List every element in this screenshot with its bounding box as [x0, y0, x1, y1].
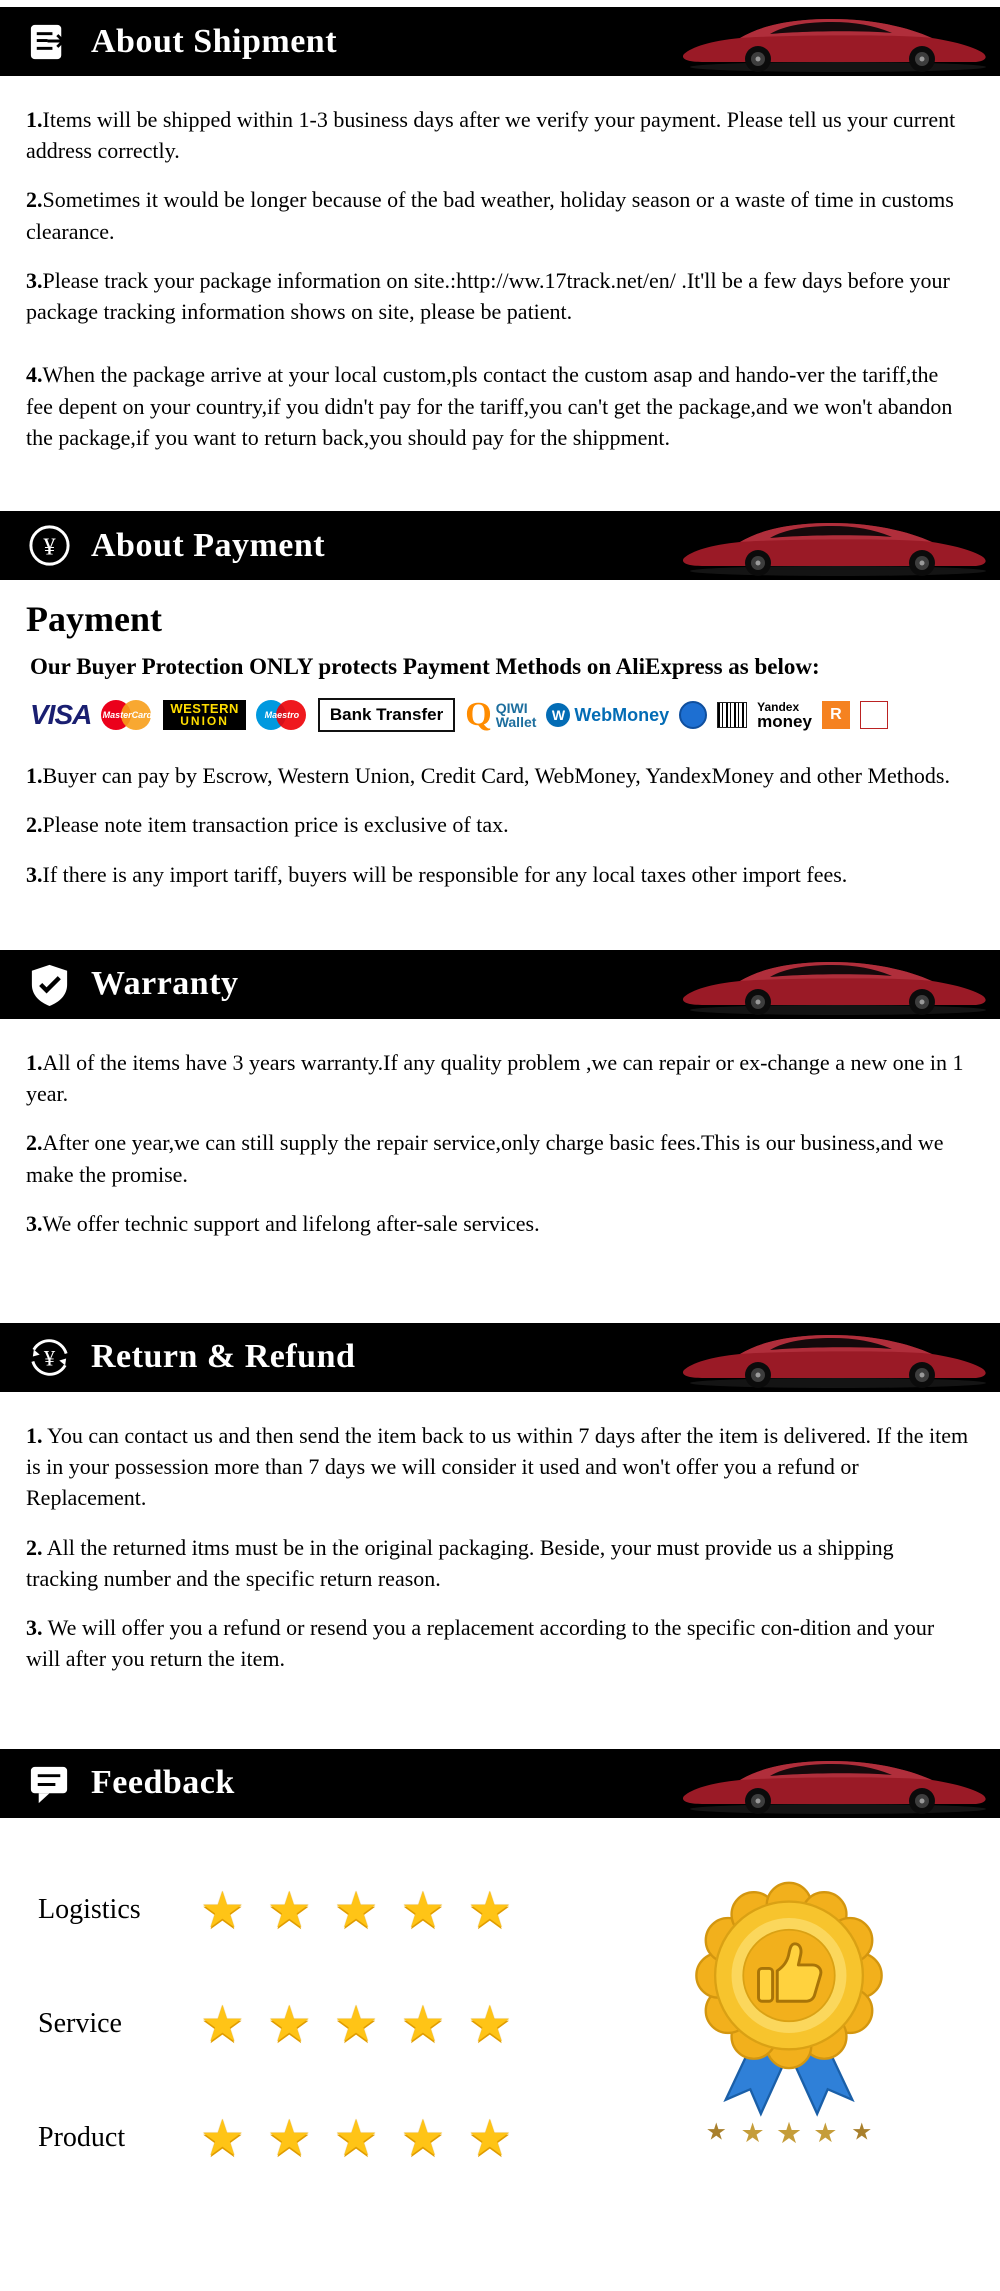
section-payment: [0, 511, 1000, 950]
item-text: You can contact us and then send the item back to us within 7 days after the item is delivered. If the item is in your possession more than 7 days we will consider it used and won't offer you a refund or Replacement.: [26, 1422, 969, 1511]
payment-content: [0, 598, 1000, 890]
payment-paragraph: [26, 809, 970, 840]
payment-paragraph: [26, 760, 970, 791]
red-square-payment-logo: [860, 701, 888, 729]
item-text: When the package arrive at your local custom,pls contact the custom asap and hando-ver the tariff,the fee depent on your country,if you didn't pay for the tariff,you can't get the package,and we won't abandon the package,if you want to return back,you should pay for the shippment.: [26, 362, 953, 450]
red-car-image: [670, 1750, 1000, 1816]
feedback-label: Product: [38, 2121, 126, 2153]
shipment-document-icon: [26, 18, 73, 65]
yen-coin-icon: [26, 522, 73, 569]
feedback-header-bar: [0, 1749, 1000, 1818]
item-number: 1.: [26, 1049, 43, 1075]
qiwi-wallet-logo: [465, 695, 537, 733]
bank-transfer-logo: Bank Transfer: [318, 698, 455, 732]
payment-logos-row: [30, 696, 1000, 734]
warranty-header-bar: [0, 950, 1000, 1019]
warranty-paragraph: [26, 1208, 970, 1239]
qiwi-line2: Wallet: [495, 714, 537, 731]
blue-circle-payment-logo: [679, 701, 707, 729]
star-icon: [400, 1885, 445, 1935]
visa-logo: VISA: [30, 699, 92, 731]
feedback-label: Service: [38, 2007, 122, 2039]
return-paragraph: [26, 1420, 970, 1514]
item-text: All the returned itms must be in the original packaging. Beside, your must provide us a shipping tracking number and the specific return reason.: [26, 1534, 894, 1591]
star-icon: [334, 2113, 379, 2163]
yandex-money-logo: [757, 701, 812, 730]
star-icon: [467, 2113, 512, 2163]
section-shipment: [0, 7, 1000, 511]
item-number: 2.: [26, 1130, 43, 1156]
item-text: Sometimes it would be longer because of the bad weather, holiday season or a waste of time in customs clearance.: [26, 187, 954, 244]
mastercard-logo: [101, 699, 153, 731]
red-car-image: [670, 8, 1000, 74]
item-text: We offer technic support and lifelong after-sale services.: [42, 1210, 540, 1236]
item-text: All of the items have 3 years warranty.If any quality problem ,we can repair or ex-change a new one in 1 year.: [26, 1049, 964, 1107]
shipment-content: [0, 76, 1000, 453]
shipment-paragraph: [26, 104, 970, 166]
section-title-shipment: About Shipment: [91, 22, 338, 60]
small-star-icon: ★: [705, 2117, 727, 2146]
star-icon: [200, 1885, 245, 1935]
star-icon: [334, 1885, 379, 1935]
yen-glyph: ¥: [43, 1345, 56, 1371]
payment-header-bar: [0, 511, 1000, 580]
warranty-paragraph: [26, 1127, 970, 1189]
item-text: Please track your package information on site.:http://ww.17track.net/en/ .It'll be a few days before your package tracking information shows on site, please be patient.: [26, 267, 950, 325]
yen-glyph: ¥: [43, 533, 56, 561]
star-icon: [200, 1999, 245, 2049]
small-star-icon: ★: [813, 2117, 838, 2146]
western-union-logo: [163, 700, 246, 730]
return-paragraph: [26, 1612, 970, 1674]
section-title-return: Return & Refund: [91, 1338, 356, 1376]
medal-stars-row: [706, 2116, 872, 2146]
service-star-rating: [200, 1999, 512, 2049]
section-feedback: [0, 1749, 1000, 2284]
star-icon: [200, 2113, 245, 2163]
star-icon: [334, 1999, 379, 2049]
yandex-line2: money: [757, 711, 812, 731]
star-icon: [267, 2113, 312, 2163]
return-content: [0, 1392, 1000, 1675]
shipment-paragraph: [26, 184, 970, 246]
section-title-payment: About Payment: [91, 526, 326, 564]
gold-medal-badge: [660, 1846, 918, 2146]
orange-square-payment-logo: [822, 701, 850, 729]
warranty-paragraph: [26, 1047, 970, 1109]
payment-heading: Payment: [26, 599, 162, 640]
webmoney-circle-icon: W: [546, 703, 570, 727]
buyer-protection-note: Our Buyer Protection ONLY protects Payment Methods on AliExpress as below:: [30, 654, 820, 680]
western-union-line2: UNION: [180, 713, 229, 728]
product-star-rating: [200, 2113, 512, 2163]
shipment-paragraph: [26, 265, 970, 327]
item-text: We will offer you a refund or resend you a replacement according to the specific con-dition and your will after you return the item.: [26, 1615, 935, 1672]
item-number: 3.: [26, 861, 43, 887]
shipment-header-bar: [0, 7, 1000, 76]
item-text: Please note item transaction price is exclusive of tax.: [42, 812, 509, 838]
section-warranty: [0, 950, 1000, 1323]
webmoney-logo: [546, 703, 669, 727]
yandex-line1: Yandex: [757, 699, 800, 714]
item-text: Items will be shipped within 1-3 business days after we verify your payment. Please tell us your current address correctly.: [26, 107, 956, 164]
item-number: 2.: [26, 812, 43, 838]
star-icon: [267, 1885, 312, 1935]
return-paragraph: [26, 1532, 970, 1594]
warranty-content: [0, 1019, 1000, 1239]
star-icon: [467, 1999, 512, 2049]
shipment-paragraph: [26, 359, 970, 453]
item-number: 1.: [26, 1422, 43, 1448]
western-union-line1: WESTERN: [170, 701, 239, 717]
mastercard-wordmark: MasterCard: [102, 710, 153, 721]
maestro-logo: [256, 699, 308, 731]
yen-refund-arrows-icon: [26, 1334, 73, 1381]
item-number: 1.: [26, 107, 43, 132]
star-icon: [267, 1999, 312, 2049]
red-car-image: [670, 951, 1000, 1017]
payment-notes: [0, 760, 1000, 890]
shield-check-icon: [26, 961, 73, 1008]
item-text: After one year,we can still supply the repair service,only charge basic fees.This is our business,and we make the promise.: [26, 1130, 944, 1187]
section-title-warranty: Warranty: [91, 965, 239, 1003]
feedback-content: [0, 1818, 1000, 2284]
qiwi-q-icon: Q: [465, 695, 492, 733]
speech-bubble-icon: [26, 1760, 73, 1807]
section-return-refund: [0, 1323, 1000, 1749]
star-icon: [400, 2113, 445, 2163]
item-text: Buyer can pay by Escrow, Western Union, Credit Card, WebMoney, YandexMoney and other Methods.: [42, 763, 950, 789]
feedback-label: Logistics: [38, 1893, 141, 1925]
logistics-star-rating: [200, 1885, 512, 1935]
item-number: 3.: [26, 267, 43, 293]
orange-square-glyph: R: [830, 706, 842, 724]
product-description-page: [0, 7, 1000, 2284]
maestro-wordmark: Maestro: [264, 710, 300, 721]
barcode-payment-logo: [717, 702, 747, 728]
item-number: 2.: [26, 187, 43, 213]
item-number: 3.: [26, 1210, 43, 1236]
small-star-icon: ★: [740, 2117, 765, 2146]
return-header-bar: [0, 1323, 1000, 1392]
item-number: 1.: [26, 763, 43, 789]
item-number: 2.: [26, 1534, 43, 1560]
item-number: 3.: [26, 1615, 43, 1641]
section-title-feedback: Feedback: [91, 1764, 235, 1802]
red-car-image: [670, 1324, 1000, 1390]
star-icon: [400, 1999, 445, 2049]
small-star-icon: ★: [775, 2115, 803, 2146]
item-number: 4.: [26, 362, 43, 388]
webmoney-wordmark: WebMoney: [574, 704, 670, 725]
small-star-icon: ★: [851, 2117, 873, 2146]
qiwi-line1: QIWI: [495, 700, 528, 717]
red-car-image: [670, 512, 1000, 578]
item-text: If there is any import tariff, buyers will be responsible for any local taxes other import fees.: [42, 861, 848, 887]
star-icon: [467, 1885, 512, 1935]
payment-paragraph: [26, 859, 970, 890]
